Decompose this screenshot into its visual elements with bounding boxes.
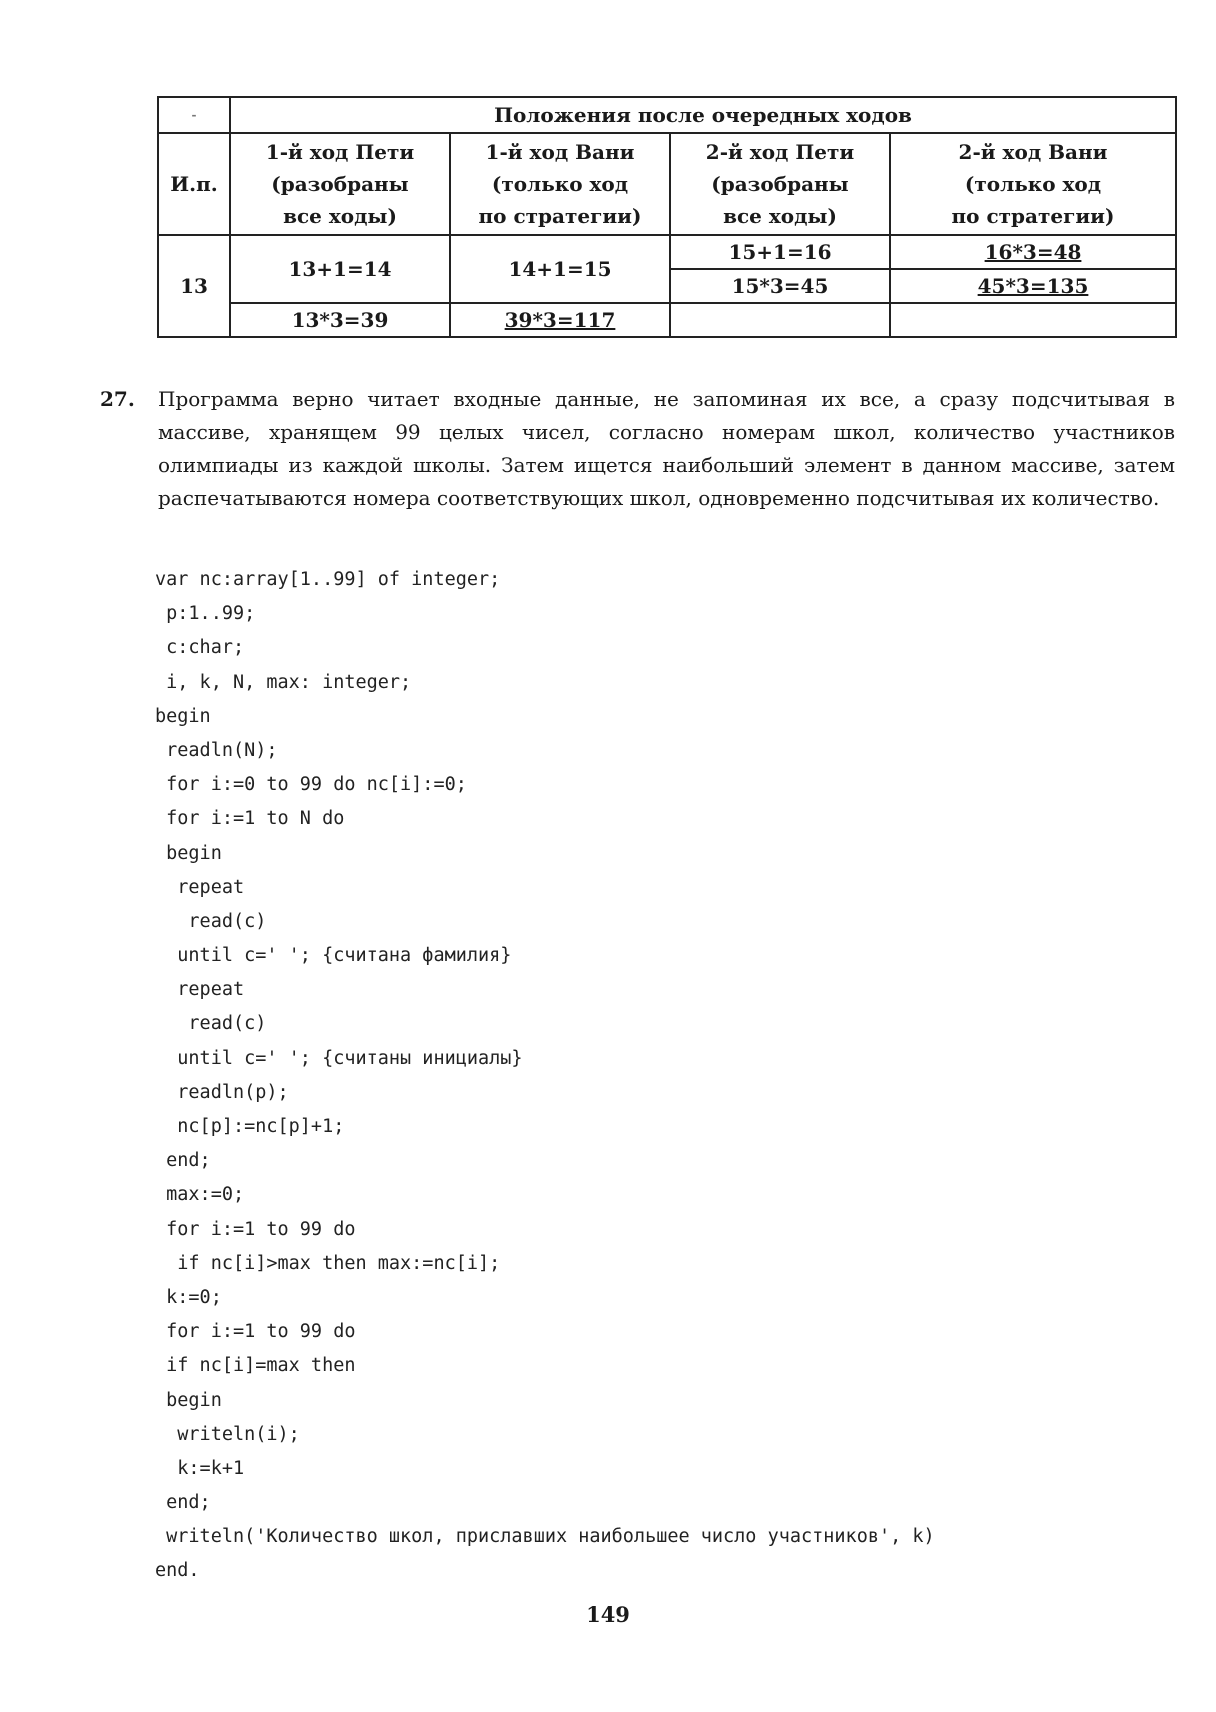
header-vanya-move-1 [450,133,670,235]
code-line: if nc[i]=max then [155,1355,356,1377]
header-line: все ходы) [283,204,397,228]
code-line: read(c) [155,1013,267,1035]
header-petya-move-2 [670,133,890,235]
code-line: read(c) [155,910,267,932]
header-line: по стратегии) [478,204,642,228]
code-line: begin [155,1389,222,1411]
code-line: end; [155,1150,211,1172]
empty-cell [890,303,1176,337]
code-line: var nc:array[1..99] of integer; [155,569,501,590]
table-corner-cell: - [158,97,230,133]
table-cell: 15*3=45 [670,269,890,303]
header-line: 2-й ход Пети [705,140,855,164]
moves-table-wrapper [157,96,1175,338]
header-line: 1-й ход Вани [485,140,635,164]
code-line: i, k, N, max: integer; [155,671,412,693]
ip-cell: 13 [158,235,230,337]
code-line: k:=k+1 [155,1457,245,1479]
winning-cell: 45*3=135 [890,269,1176,303]
code-line: for i:=0 to 99 do nc[i]:=0; [155,774,467,796]
table-cell: 14+1=15 [450,235,670,303]
code-line: writeln('Количество школ, приславших наибольшее число участников', k) [155,1526,935,1548]
header-line: (только ход [491,172,629,196]
task-description: Программа верно читает входные данные, не запоминая их все, а сразу подсчитывая в массиве, хранящем 99 целых чисел, согласно номерам школ, количество участников олимпиады из каждой школы. Затем ищется наибольший элемент в данном массиве, затем распечатываются номера соответствующих школ, одновременно подсчитывая их количество. [158,387,1175,510]
header-ip: И.п. [158,133,230,235]
code-line: for i:=1 to 99 do [155,1218,356,1240]
code-line: readln(p); [155,1081,289,1103]
code-line: p:1..99; [155,603,256,625]
table-cell: 15+1=16 [670,235,890,269]
code-line: end. [155,1560,200,1582]
code-line: if nc[i]>max then max:=nc[i]; [155,1252,501,1274]
code-line: begin [155,705,211,727]
code-line: k:=0; [155,1286,222,1308]
code-line: begin [155,842,222,864]
header-line: (разобраны [271,172,409,196]
code-line: for i:=1 to N do [155,808,345,830]
code-line: until c=' '; {считаны инициалы} [155,1047,523,1069]
table-cell: 13*3=39 [230,303,450,337]
header-line: по стратегии) [951,204,1115,228]
code-line: nc[p]:=nc[p]+1; [155,1116,345,1137]
group-header: Положения после очередных ходов [230,97,1176,133]
code-line: writeln(i); [155,1423,300,1445]
code-line: end; [155,1492,211,1514]
game-moves-table [157,96,1177,338]
table-cell: 13+1=14 [230,235,450,303]
code-line: for i:=1 to 99 do [155,1321,356,1343]
winning-cell: 39*3=117 [450,303,670,337]
code-line: readln(N); [155,739,278,761]
header-line: все ходы) [723,204,837,228]
pascal-code-block [155,563,935,1589]
header-petya-move-1 [230,133,450,235]
code-line: repeat [155,979,245,1001]
task-number: 27. [100,387,135,411]
empty-cell [670,303,890,337]
code-line: max:=0; [155,1184,245,1206]
header-line: 1-й ход Пети [265,140,415,164]
header-line: (только ход [964,172,1102,196]
header-line: 2-й ход Вани [958,140,1108,164]
code-line: repeat [155,876,245,898]
header-vanya-move-2 [890,133,1176,235]
header-line: (разобраны [711,172,849,196]
code-line: c:char; [155,637,245,659]
winning-cell: 16*3=48 [890,235,1176,269]
code-line: until c=' '; {считана фамилия} [155,945,512,967]
task-27 [100,383,1175,515]
page-number: 149 [586,1602,630,1627]
